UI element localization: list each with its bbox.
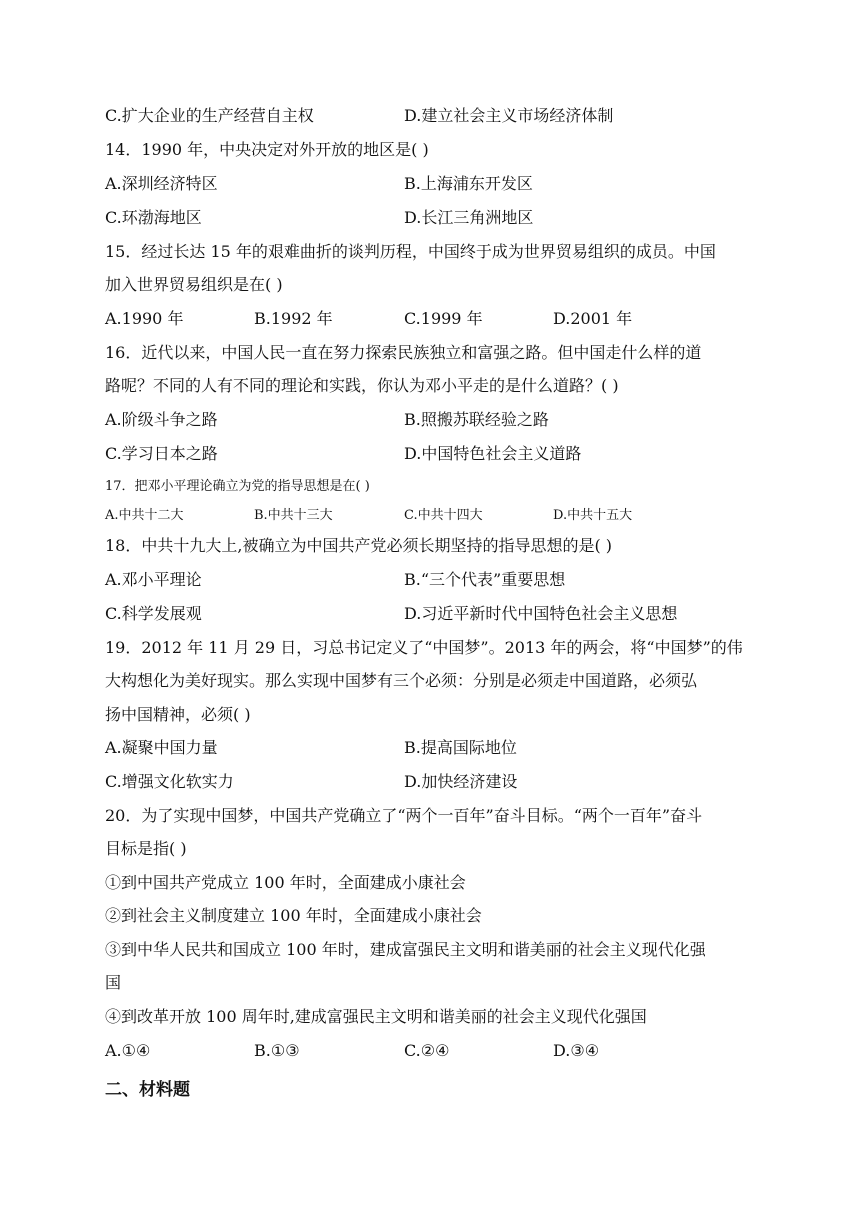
q14-stem: 14．1990 年，中央决定对外开放的地区是( )	[105, 140, 429, 159]
q19-option-d: D.加快经济建设	[404, 772, 518, 791]
q14-option-c: C.环渤海地区	[105, 208, 202, 227]
q17-option-a: A.中共十二大	[105, 508, 184, 523]
q20-option-b: B.①③	[254, 1041, 300, 1060]
q14-option-a: A.深圳经济特区	[105, 174, 218, 193]
q18-option-b: B.“三个代表”重要思想	[404, 570, 566, 589]
q19-option-c: C.增强文化软实力	[105, 772, 234, 791]
q17-option-b: B.中共十三大	[254, 508, 333, 523]
q20-stem-line1: 20．为了实现中国梦，中国共产党确立了“两个一百年”奋斗目标。“两个一百年”奋斗	[105, 806, 703, 825]
q15-option-c: C.1999 年	[404, 309, 483, 328]
q20-stem-line2: 目标是指( )	[105, 839, 187, 858]
q15-option-a: A.1990 年	[105, 309, 184, 328]
q13-option-c: C.扩大企业的生产经营自主权	[105, 106, 314, 125]
q18-option-d: D.习近平新时代中国特色社会主义思想	[404, 604, 678, 623]
q16-option-d: D.中国特色社会主义道路	[404, 444, 582, 463]
q18-option-a: A.邓小平理论	[105, 570, 202, 589]
q16-stem-line1: 16．近代以来，中国人民一直在努力探索民族独立和富强之路。但中国走什么样的道	[105, 343, 702, 362]
q19-option-b: B.提高国际地位	[404, 738, 517, 757]
q15-option-d: D.2001 年	[553, 309, 633, 328]
q19-stem-line1: 19．2012 年 11 月 29 日，习总书记定义了“中国梦”。2013 年的两会，将“中国梦”的伟	[105, 638, 743, 657]
q20-item-2: ②到社会主义制度建立 100 年时，全面建成小康社会	[105, 906, 482, 925]
q16-option-c: C.学习日本之路	[105, 444, 218, 463]
q20-item-3-line2: 国	[105, 973, 122, 992]
q19-stem-line2: 大构想化为美好现实。那么实现中国梦有三个必须：分别是必须走中国道路，必须弘	[105, 671, 698, 690]
q17-option-c: C.中共十四大	[404, 508, 483, 523]
q14-option-d: D.长江三角洲地区	[404, 208, 534, 227]
q16-stem-line2: 路呢？不同的人有不同的理论和实践，你认为邓小平走的是什么道路？( )	[105, 376, 619, 395]
q20-item-3-line1: ③到中华人民共和国成立 100 年时，建成富强民主文明和谐美丽的社会主义现代化强	[105, 940, 706, 959]
q20-item-1: ①到中国共产党成立 100 年时，全面建成小康社会	[105, 873, 466, 892]
q15-option-b: B.1992 年	[254, 309, 333, 328]
q17-option-d: D.中共十五大	[553, 508, 633, 523]
q20-option-a: A.①④	[105, 1041, 151, 1060]
q13-option-d: D.建立社会主义市场经济体制	[404, 106, 614, 125]
q15-stem-line2: 加入世界贸易组织是在( )	[105, 275, 283, 294]
q20-option-d: D.③④	[553, 1041, 600, 1060]
q18-stem: 18．中共十九大上,被确立为中国共产党必须长期坚持的指导思想的是( )	[105, 536, 613, 555]
q20-item-4: ④到改革开放 100 周年时,建成富强民主文明和谐美丽的社会主义现代化强国	[105, 1007, 647, 1026]
q20-option-c: C.②④	[404, 1041, 450, 1060]
section-heading-materials: 二、材料题	[105, 1080, 190, 1100]
q19-option-a: A.凝聚中国力量	[105, 738, 218, 757]
q19-stem-line3: 扬中国精神，必须( )	[105, 705, 251, 724]
q14-option-b: B.上海浦东开发区	[404, 174, 533, 193]
q15-stem-line1: 15．经过长达 15 年的艰难曲折的谈判历程，中国终于成为世界贸易组织的成员。中国	[105, 242, 716, 261]
q18-option-c: C.科学发展观	[105, 604, 202, 623]
q16-option-a: A.阶级斗争之路	[105, 410, 218, 429]
q17-stem: 17．把邓小平理论确立为党的指导思想是在( )	[105, 479, 370, 494]
q16-option-b: B.照搬苏联经验之路	[404, 410, 549, 429]
